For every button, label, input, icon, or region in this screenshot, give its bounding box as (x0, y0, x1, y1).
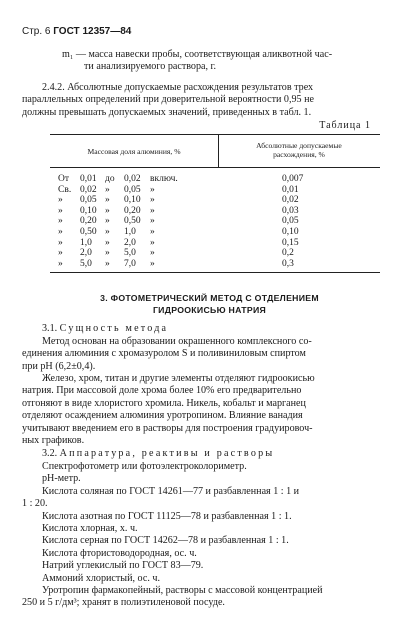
list-item: Кислота фтористоводородная, ос. ч. (42, 547, 197, 559)
table-cell: » (58, 195, 63, 206)
table-cell: 0,05 (80, 195, 97, 206)
section-3-heading (0, 292, 419, 316)
table-cell: 0,01 (282, 184, 299, 195)
table-header-rule (50, 167, 380, 168)
table-cell: 0,2 (282, 248, 294, 259)
table-cell: 5,0 (124, 248, 136, 259)
header-line: расхождения, % (273, 150, 325, 159)
table-bottom-rule (50, 272, 380, 273)
table-cell: » (150, 248, 155, 259)
table-cell: 0,10 (282, 227, 299, 237)
table-row (50, 185, 380, 196)
table-cell: » (58, 248, 63, 259)
text-line: отгоняют в виде хлористого хромила. Никель, кобальт и марганец (22, 397, 306, 409)
table-cell: » (105, 258, 110, 269)
text-line: отделяют осаждением алюминия уротропином. Влияние ванадия (22, 410, 303, 422)
subsection-title: Сущность метода (59, 323, 169, 334)
table-cell: 1,0 (124, 227, 136, 237)
table-cell: Св. (58, 184, 72, 195)
subsection-title: Аппаратура, реактивы и растворы (59, 448, 275, 459)
table-cell: 0,05 (282, 216, 299, 227)
table-cell: » (105, 205, 110, 216)
table-cell: » (58, 237, 63, 248)
table-cell: » (150, 237, 155, 248)
table-row (50, 195, 380, 206)
text-line: 2.4.2. Абсолютные допускаемые расхождения результатов трех (42, 82, 314, 93)
text-line: m₁ — масса навески пробы, соответствующая аликвотной час- (62, 49, 333, 60)
table-row (50, 174, 380, 185)
table-row (50, 259, 380, 270)
table-cell: 1,0 (80, 237, 92, 248)
list-item: Спектрофотометр или фотоэлектроколориметр. (42, 461, 247, 472)
list-item: Кислота азотная по ГОСТ 11125—78 и разбавленная 1 : 1. (42, 510, 292, 522)
table-cell: » (58, 227, 63, 237)
table-cell: 0,02 (124, 174, 141, 184)
text-line: Метод основан на образовании окрашенного комплексного со- (42, 336, 312, 347)
table-cell: » (105, 227, 110, 237)
list-item: 250 и 5 г/дм³; хранят в полиэтиленовой посуде. (22, 597, 225, 609)
text-line (42, 323, 397, 335)
list-item: pH-метр. (42, 473, 81, 485)
text-line: параллельных определений при доверительной вероятности 0,95 не (22, 94, 314, 106)
table-cell: » (150, 205, 155, 216)
table-cell: 0,05 (124, 184, 141, 195)
table-cell: » (150, 195, 155, 206)
table-cell: » (58, 205, 63, 216)
text-line: ных графиков. (22, 435, 85, 447)
table-cell: 2,0 (80, 248, 92, 259)
table-cell: 0,20 (80, 216, 97, 227)
header-line: Абсолютные допускаемые (256, 141, 342, 150)
table-cell: до (105, 174, 115, 184)
table-cell: » (105, 216, 110, 227)
text-line: при pH (6,2±0,4). (22, 360, 96, 372)
paragraph-method (22, 336, 397, 373)
table-cell: От (58, 174, 70, 184)
table-row (50, 216, 380, 227)
paragraph-interference (22, 373, 397, 447)
table-cell: » (58, 258, 63, 269)
table-cell: » (105, 195, 110, 206)
table-cell: » (105, 237, 110, 248)
list-item: Уротропин фармакопейный, растворы с массовой концентрацией (42, 585, 323, 597)
table-row (50, 206, 380, 217)
table-top-rule (50, 134, 380, 135)
table-cell: » (150, 216, 155, 227)
text-line: натрия. При массовой доле хрома более 10% его предварительно (22, 385, 302, 397)
table-row (50, 227, 380, 238)
table-cell: » (58, 216, 63, 227)
page-number: Стр. 6 (22, 26, 51, 37)
reagent-list (22, 461, 397, 610)
list-item: Кислота соляная по ГОСТ 14261—77 и разбавленная 1 : 1 и (42, 485, 300, 497)
table-cell: 0,10 (124, 195, 141, 206)
table-row (50, 238, 380, 249)
text-line: единения алюминия с хромазуролом S и поливиниловым спиртом (22, 348, 306, 360)
table-cell: 0,15 (282, 237, 299, 248)
list-item: Натрий углекислый по ГОСТ 83—79. (42, 560, 204, 572)
subsection-number: 3.1. (42, 323, 58, 334)
table-cell: 0,01 (80, 174, 97, 184)
subsection-3-2-title (42, 448, 397, 460)
text-line (42, 448, 397, 460)
list-item: Аммоний хлористый, ос. ч. (42, 572, 160, 584)
text-line: учитывают введением его в растворы для построения градуировоч- (22, 422, 313, 434)
table-cell: » (150, 184, 155, 195)
table-cell: » (105, 248, 110, 259)
text-line: должны превышать допускаемых значений, приведенных в табл. 1. (22, 106, 312, 118)
table-cell: 0,3 (282, 258, 294, 269)
table-header-mass-fraction: Массовая доля алюминия, % (87, 147, 181, 156)
subsection-3-1-title (42, 323, 397, 335)
text-line: ти анализируемого раствора, г. (84, 61, 217, 73)
table-cell: » (150, 258, 155, 269)
table-caption: Таблица 1 (319, 120, 371, 131)
heading-line: ГИДРООКИСЬЮ НАТРИЯ (152, 305, 267, 315)
page-header (22, 26, 131, 37)
table-cell: 0,20 (124, 205, 141, 216)
table-cell: 0,50 (80, 227, 97, 237)
text-line: Железо, хром, титан и другие элементы отделяют гидроокисью (42, 373, 315, 384)
list-item: Кислота хлорная, х. ч. (42, 523, 138, 535)
standard-code: ГОСТ 12357—84 (53, 26, 132, 37)
table-cell: 7,0 (124, 258, 136, 269)
table-cell: включ. (150, 174, 178, 184)
table-cell: 5,0 (80, 258, 92, 269)
table-cell: 0,007 (282, 174, 304, 184)
paragraph-2-4-2 (22, 82, 397, 119)
table-cell: 0,02 (282, 195, 299, 206)
list-item: Кислота серная по ГОСТ 14262—78 и разбавленная 1 : 1. (42, 535, 289, 547)
table-header-tolerance (218, 141, 380, 159)
heading-line: 3. ФОТОМЕТРИЧЕСКИЙ МЕТОД С ОТДЕЛЕНИЕМ (100, 293, 319, 303)
list-item: 1 : 20. (22, 498, 48, 510)
paragraph-m1 (62, 49, 397, 74)
table-cell: 2,0 (124, 237, 136, 248)
table-cell: 0,10 (80, 205, 97, 216)
table-row (50, 248, 380, 259)
table-cell: 0,03 (282, 205, 299, 216)
table-cell: 0,02 (80, 184, 97, 195)
table-cell: » (105, 184, 110, 195)
table-cell: » (150, 227, 155, 237)
subsection-number: 3.2. (42, 448, 58, 459)
table-cell: 0,50 (124, 216, 141, 227)
